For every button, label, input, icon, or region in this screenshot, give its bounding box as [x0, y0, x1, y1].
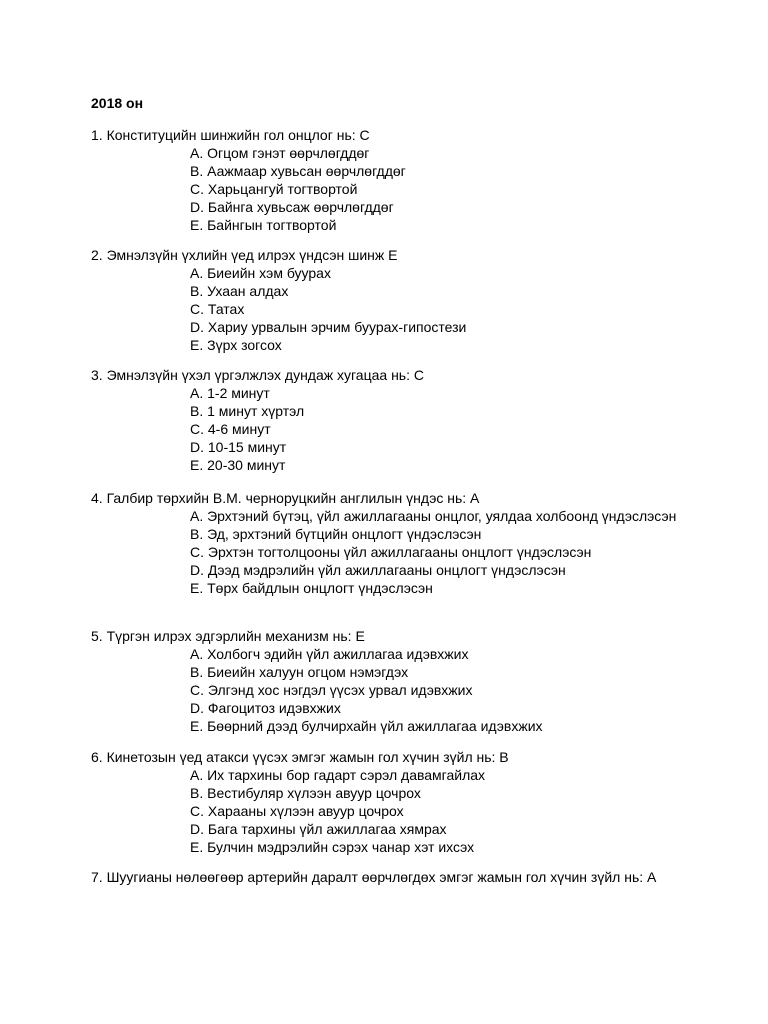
answer-option-d: D. Бага тархины үйл ажиллагаа хямрах — [190, 821, 447, 837]
answer-option-c: C. 4-6 минут — [190, 421, 271, 437]
question-text: 2. Эмнэлзүйн үхлийн үед илрэх үндсэн шинж E — [91, 247, 398, 263]
answer-option-d: D. Хариу урвалын эрчим буурах-гипостези — [190, 319, 467, 335]
question-3 — [91, 366, 677, 474]
answer-option-c: C. Татах — [190, 301, 245, 317]
answer-option-c: C. Элгэнд хос нэгдэл үүсэх урвал идэвхжих — [190, 682, 473, 698]
document-title: 2018 он — [91, 95, 144, 111]
answer-option-b: B. Аажмаар хувьсан өөрчлөгддөг — [190, 163, 406, 179]
answer-option-a: A. Биеийн хэм буурах — [190, 265, 331, 281]
answer-option-b: B. Биеийн халуун огцом нэмэгдэх — [190, 664, 409, 680]
question-6 — [91, 748, 677, 856]
answer-option-e: E. 20-30 минут — [190, 457, 286, 473]
answer-option-e: E. Зүрх зогсох — [190, 337, 282, 353]
answer-option-e: E. Төрх байдлын онцлогт үндэслэсэн — [190, 580, 433, 596]
answer-options — [91, 766, 677, 856]
question-text: 4. Галбир төрхийн В.М. черноруцкийн англилын үндэс нь: A — [91, 490, 480, 506]
answer-option-d: D. Фагоцитоз идэвхжих — [190, 700, 341, 716]
answer-option-e: E. Булчин мэдрэлийн сэрэх чанар хэт ихсэх — [190, 839, 475, 855]
question-text: 3. Эмнэлзүйн үхэл үргэлжлэх дундаж хугацаа нь: C — [91, 367, 424, 383]
question-text: 5. Түргэн илрэх эдгэрлийн механизм нь: E — [91, 628, 365, 644]
answer-options — [91, 264, 677, 354]
question-7 — [91, 868, 677, 886]
answer-option-e: E. Бөөрний дээд булчирхайн үйл ажиллагаа идэвхжих — [190, 718, 543, 734]
answer-option-a: A. Их тархины бор гадарт сэрэл давамгайлах — [190, 767, 486, 783]
question-text: 7. Шуугианы нөлөөгөөр артерийн даралт өөрчлөгдөх эмгэг жамын гол хүчин зүйл нь: A — [91, 869, 657, 885]
answer-option-c: C. Харьцангуй тогтвортой — [190, 181, 358, 197]
answer-option-a: A. Холбогч эдийн үйл ажиллагаа идэвхжих — [190, 646, 469, 662]
answer-option-d: D. Дээд мэдрэлийн үйл ажиллагааны онцлогт үндэслэсэн — [190, 562, 566, 578]
question-5 — [91, 627, 677, 735]
answer-option-b: B. Эд, эрхтэний бүтцийн онцлогт үндэслэсэн — [190, 526, 482, 542]
answer-option-b: B. Ухаан алдах — [190, 283, 289, 299]
question-text: 6. Кинетозын үед атакси үүсэх эмгэг жамын гол хүчин зүйл нь: B — [91, 749, 509, 765]
answer-options — [91, 645, 677, 735]
question-1 — [91, 126, 677, 234]
question-2 — [91, 246, 677, 354]
answer-option-e: E. Байнгын тогтвортой — [190, 217, 337, 233]
answer-option-b: B. Вестибуляр хүлээн авуур цочрох — [190, 785, 421, 801]
answer-option-b: B. 1 минут хүртэл — [190, 403, 305, 419]
answer-option-d: D. Байнга хувьсаж өөрчлөгддөг — [190, 199, 394, 215]
answer-options — [91, 384, 677, 474]
answer-option-a: A. Огцом гэнэт өөрчлөгддөг — [190, 145, 370, 161]
answer-option-a: A. Эрхтэний бүтэц, үйл ажиллагааны онцлог, уялдаа холбоонд үндэслэсэн — [190, 508, 677, 524]
question-4 — [91, 489, 677, 597]
answer-option-c: C. Эрхтэн тогтолцооны үйл ажиллагааны онцлогт үндэслэсэн — [190, 544, 592, 560]
answer-options — [91, 144, 677, 234]
answer-option-d: D. 10-15 минут — [190, 439, 287, 455]
answer-options — [91, 507, 677, 597]
answer-option-a: A. 1-2 минут — [190, 385, 270, 401]
answer-option-c: C. Харааны хүлээн авуур цочрох — [190, 803, 404, 819]
question-text: 1. Конституцийн шинжийн гол онцлог нь: C — [91, 127, 370, 143]
